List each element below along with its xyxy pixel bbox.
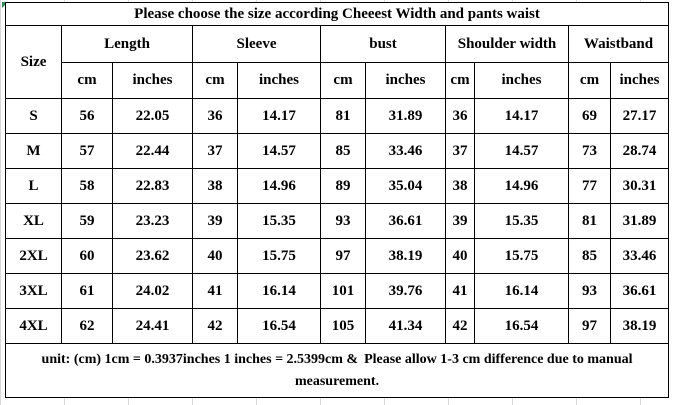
group-header-waistband: Waistband (569, 26, 669, 63)
bust-inches-cell: 36.61 (366, 204, 446, 239)
length-cm-cell: 58 (62, 169, 113, 204)
waistband-inches-cell: 30.31 (611, 169, 669, 204)
length-inches-cell: 24.02 (113, 274, 193, 309)
length-inches-cell: 23.23 (113, 204, 193, 239)
shoulder-inches-cell: 16.14 (475, 274, 569, 309)
waistband-cm-cell: 69 (569, 99, 611, 134)
sleeve-inches-cell: 16.14 (238, 274, 321, 309)
size-label: 4XL (6, 309, 62, 344)
sleeve-cm-cell: 36 (193, 99, 238, 134)
size-label: 3XL (6, 274, 62, 309)
size-label: L (6, 169, 62, 204)
sleeve-cm-cell: 37 (193, 134, 238, 169)
unit-cm-header: cm (193, 63, 238, 99)
shoulder-inches-cell: 15.35 (475, 204, 569, 239)
unit-cm-header: cm (321, 63, 366, 99)
length-inches-cell: 22.05 (113, 99, 193, 134)
bust-inches-cell: 38.19 (366, 239, 446, 274)
bust-cm-cell: 93 (321, 204, 366, 239)
shoulder-cm-cell: 36 (446, 99, 475, 134)
length-inches-cell: 23.62 (113, 239, 193, 274)
shoulder-inches-cell: 14.17 (475, 99, 569, 134)
unit-inches-header: inches (475, 63, 569, 99)
shoulder-cm-cell: 39 (446, 204, 475, 239)
size-label: XL (6, 204, 62, 239)
waistband-inches-cell: 31.89 (611, 204, 669, 239)
unit-cm-header: cm (62, 63, 113, 99)
bust-cm-cell: 89 (321, 169, 366, 204)
waistband-inches-cell: 28.74 (611, 134, 669, 169)
bust-inches-cell: 33.46 (366, 134, 446, 169)
bust-cm-cell: 81 (321, 99, 366, 134)
waistband-inches-cell: 36.61 (611, 274, 669, 309)
length-cm-cell: 60 (62, 239, 113, 274)
bust-cm-cell: 105 (321, 309, 366, 344)
sleeve-cm-cell: 39 (193, 204, 238, 239)
sleeve-cm-cell: 42 (193, 309, 238, 344)
unit-inches-header: inches (113, 63, 193, 99)
bust-inches-cell: 41.34 (366, 309, 446, 344)
unit-conversion-text: unit: (cm) 1cm = 0.3937inches 1 inches = 2.5399cm & (41, 351, 359, 367)
size-chart-table (5, 2, 669, 398)
measurement-disclaimer-text: Please allow 1-3 cm difference due to manual measurement. (294, 351, 633, 389)
table-row (6, 274, 669, 309)
sleeve-inches-cell: 14.96 (238, 169, 321, 204)
length-cm-cell: 61 (62, 274, 113, 309)
footer-row (6, 344, 669, 398)
size-label: M (6, 134, 62, 169)
length-cm-cell: 59 (62, 204, 113, 239)
waistband-inches-cell: 27.17 (611, 99, 669, 134)
shoulder-cm-cell: 37 (446, 134, 475, 169)
sleeve-inches-cell: 14.17 (238, 99, 321, 134)
shoulder-cm-cell: 40 (446, 239, 475, 274)
sleeve-cm-cell: 40 (193, 239, 238, 274)
unit-cm-header: cm (446, 63, 475, 99)
size-label: 2XL (6, 239, 62, 274)
sleeve-inches-cell: 15.75 (238, 239, 321, 274)
title-row (6, 3, 669, 26)
waistband-cm-cell: 85 (569, 239, 611, 274)
bust-inches-cell: 31.89 (366, 99, 446, 134)
waistband-cm-cell: 93 (569, 274, 611, 309)
table-row (6, 134, 669, 169)
unit-header-row (6, 63, 669, 99)
length-inches-cell: 24.41 (113, 309, 193, 344)
shoulder-cm-cell: 42 (446, 309, 475, 344)
sleeve-cm-cell: 41 (193, 274, 238, 309)
length-cm-cell: 62 (62, 309, 113, 344)
length-cm-cell: 57 (62, 134, 113, 169)
unit-cm-header: cm (569, 63, 611, 99)
sleeve-inches-cell: 15.35 (238, 204, 321, 239)
group-header-sleeve: Sleeve (193, 26, 321, 63)
waistband-cm-cell: 97 (569, 309, 611, 344)
size-label: S (6, 99, 62, 134)
group-header-bust: bust (321, 26, 446, 63)
bust-cm-cell: 97 (321, 239, 366, 274)
waistband-cm-cell: 77 (569, 169, 611, 204)
unit-inches-header: inches (611, 63, 669, 99)
shoulder-inches-cell: 14.96 (475, 169, 569, 204)
waistband-inches-cell: 33.46 (611, 239, 669, 274)
bust-inches-cell: 39.76 (366, 274, 446, 309)
table-title: Please choose the size according Cheeest Width and pants waist (6, 3, 669, 26)
length-cm-cell: 56 (62, 99, 113, 134)
length-inches-cell: 22.44 (113, 134, 193, 169)
table-row (6, 239, 669, 274)
length-inches-cell: 22.83 (113, 169, 193, 204)
waistband-inches-cell: 38.19 (611, 309, 669, 344)
unit-inches-header: inches (366, 63, 446, 99)
shoulder-inches-cell: 16.54 (475, 309, 569, 344)
shoulder-inches-cell: 15.75 (475, 239, 569, 274)
bust-inches-cell: 35.04 (366, 169, 446, 204)
size-header: Size (6, 26, 62, 99)
table-row (6, 169, 669, 204)
group-header-row (6, 26, 669, 63)
table-row (6, 309, 669, 344)
sleeve-inches-cell: 14.57 (238, 134, 321, 169)
bust-cm-cell: 85 (321, 134, 366, 169)
group-header-length: Length (62, 26, 193, 63)
waistband-cm-cell: 73 (569, 134, 611, 169)
sleeve-inches-cell: 16.54 (238, 309, 321, 344)
shoulder-cm-cell: 41 (446, 274, 475, 309)
bust-cm-cell: 101 (321, 274, 366, 309)
waistband-cm-cell: 81 (569, 204, 611, 239)
unit-inches-header: inches (238, 63, 321, 99)
shoulder-inches-cell: 14.57 (475, 134, 569, 169)
footer-note (6, 344, 669, 398)
table-row (6, 204, 669, 239)
table-row (6, 99, 669, 134)
group-header-shoulder-width: Shoulder width (446, 26, 569, 63)
sleeve-cm-cell: 38 (193, 169, 238, 204)
shoulder-cm-cell: 38 (446, 169, 475, 204)
